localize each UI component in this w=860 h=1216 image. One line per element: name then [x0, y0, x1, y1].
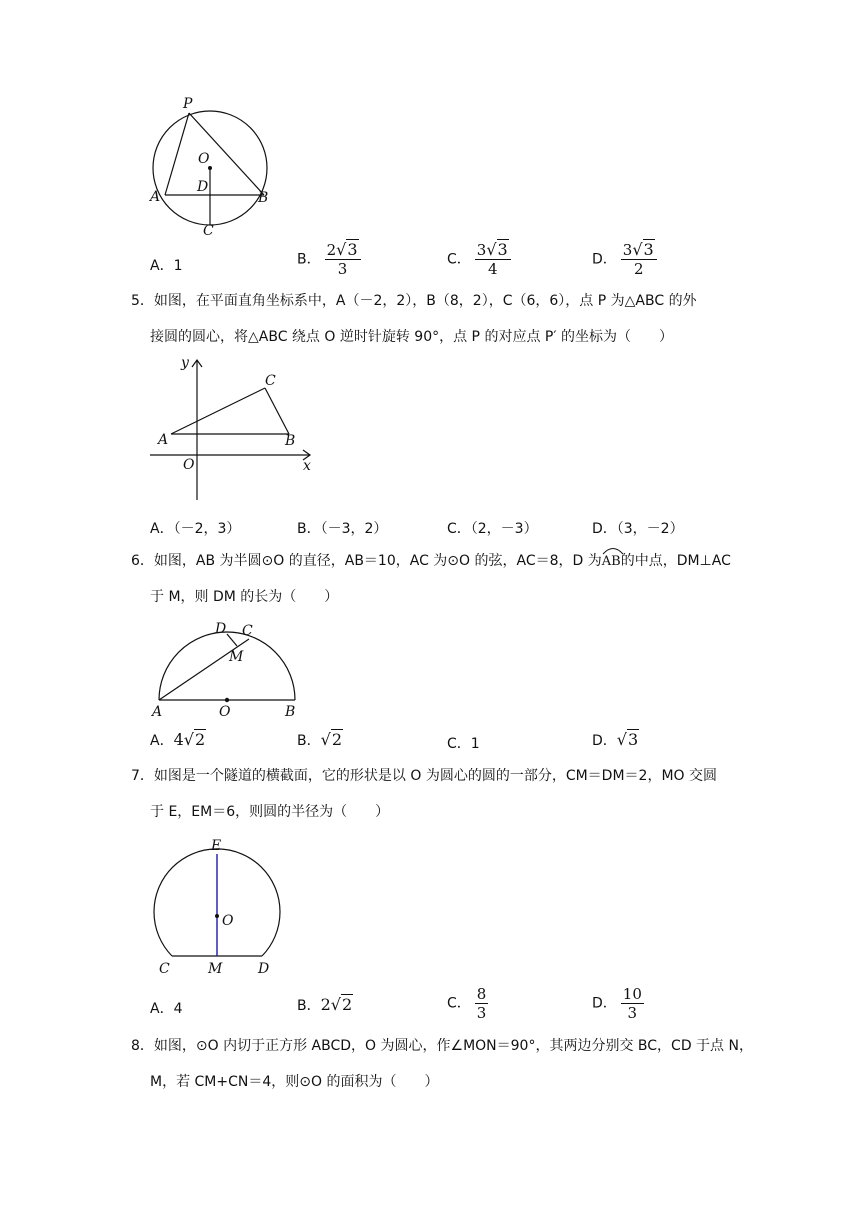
q6-text-line2: 于 M，则 DM 的长为（ ）: [150, 589, 339, 605]
q5-label-y: y: [181, 355, 189, 371]
q8-text-line2: M，若 CM+CN＝4，则⊙O 的面积为（ ）: [150, 1074, 439, 1090]
q4-option-d: D． $\frac{3√3}{2}$: [592, 241, 657, 278]
q7-figure: [145, 835, 290, 975]
q4-label-o: O: [198, 151, 210, 167]
q7-option-c: C． $\frac{8}{3}$: [447, 985, 487, 1022]
q6-label-b: B: [285, 704, 296, 720]
q6-text-line1: 6．如图，AB 为半圆⊙O 的直径，AB＝10，AC 为⊙O 的弦，AC＝8，D 为 AB的中点，DM⊥AC: [131, 551, 731, 572]
q5-label-b: B: [285, 433, 296, 449]
q4-option-c: C． $\frac{3√3}{4}$: [447, 241, 511, 278]
q5-label-c: C: [265, 373, 276, 389]
q7-label-o: O: [222, 913, 234, 929]
q4-figure: [140, 95, 290, 245]
q4-option-a: A．1: [150, 258, 183, 274]
q6-label-o: O: [219, 704, 231, 720]
q5-option-d: D．（3，－2）: [592, 521, 684, 537]
q6-label-m: M: [229, 649, 244, 665]
q6-label-a: A: [152, 704, 163, 720]
q5-option-b: B．（－3，2）: [297, 521, 388, 537]
q7-label-e: E: [211, 838, 222, 854]
q6-arc-ab: AB: [602, 552, 621, 572]
q4-label-c: C: [203, 223, 214, 239]
q8-text-line1: 8．如图，⊙O 内切于正方形 ABCD，O 为圆心，作∠MON＝90°，其两边分别交 BC，CD 于点 N，: [131, 1038, 753, 1054]
q6-label-c: C: [242, 623, 253, 639]
q5-label-a: A: [158, 432, 169, 448]
q7-option-b: B．2√2: [297, 995, 353, 1014]
q7-text-line1: 7．如图是一个隧道的横截面，它的形状是以 O 为圆心的圆的一部分，CM＝DM＝2，MO 交圆: [131, 768, 717, 784]
q5-text-line1: 5．如图，在平面直角坐标系中，A（－2，2），B（8，2），C（6，6），点 P 为△ABC 的外: [131, 293, 697, 309]
q7-text-line2: 于 E，EM＝6，则圆的半径为（ ）: [150, 804, 390, 820]
q4-option-b: B． $\frac{2√3}{3}$: [297, 241, 361, 278]
q7-option-d: D． $\frac{10}{3}$: [592, 985, 642, 1022]
q6-option-d: D．√3: [592, 730, 639, 749]
q6-label-d: D: [215, 621, 227, 637]
q4-label-d: D: [197, 179, 209, 195]
q5-text-line2: 接圆的圆心，将△ABC 绕点 O 逆时针旋转 90°，点 P 的对应点 P′ 的坐标为（ ）: [150, 329, 673, 345]
q7-label-m: M: [208, 961, 223, 975]
q5-label-x: x: [303, 458, 311, 474]
q7-label-d: D: [258, 961, 270, 975]
q5-figure: [140, 352, 320, 502]
q4-label-b: B: [258, 190, 269, 206]
q6-option-b: B．√2: [297, 730, 342, 749]
q7-option-a: A．4: [150, 1001, 183, 1017]
q5-option-a: A．（－2，3）: [150, 521, 241, 537]
q7-label-c: C: [159, 961, 170, 975]
q6-figure: [145, 615, 310, 720]
q5-option-c: C．（2，－3）: [447, 521, 538, 537]
q6-option-a: A．4√2: [150, 730, 206, 749]
q4-label-a: A: [150, 189, 161, 205]
q6-option-c: C．1: [447, 736, 480, 752]
q4-label-p: P: [183, 96, 193, 112]
q5-label-o: O: [183, 457, 195, 473]
